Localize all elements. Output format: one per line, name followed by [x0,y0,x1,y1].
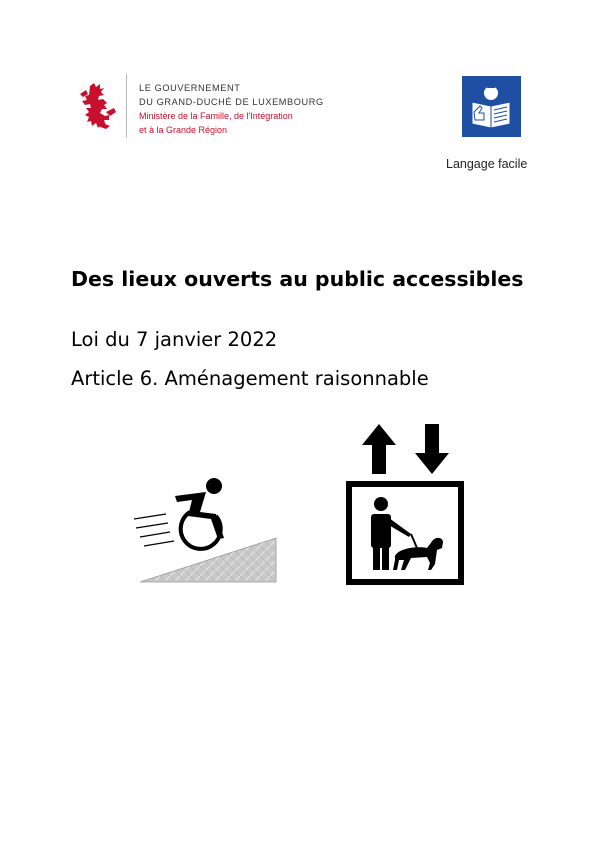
government-name-line2: DU GRAND-DUCHÉ DE LUXEMBOURG [139,97,324,107]
easy-read-icon [462,76,521,137]
logo-divider [126,74,127,138]
ministry-name-line1: Ministère de la Famille, de l'Intégration [139,111,293,121]
government-logo [76,74,336,144]
article-reference: Article 6. Aménagement raisonnable [71,367,429,390]
government-name-line1: LE GOUVERNEMENT [139,83,241,93]
wheelchair-ramp-icon [130,476,278,584]
law-reference: Loi du 7 janvier 2022 [71,328,278,351]
red-lion-icon [76,82,118,130]
document-title: Des lieux ouverts au public accessibles [71,267,524,291]
elevator-guide-dog-icon [345,424,465,586]
easy-language-label: Langage facile [446,157,528,171]
ministry-name-line2: et à la Grande Région [139,125,228,135]
